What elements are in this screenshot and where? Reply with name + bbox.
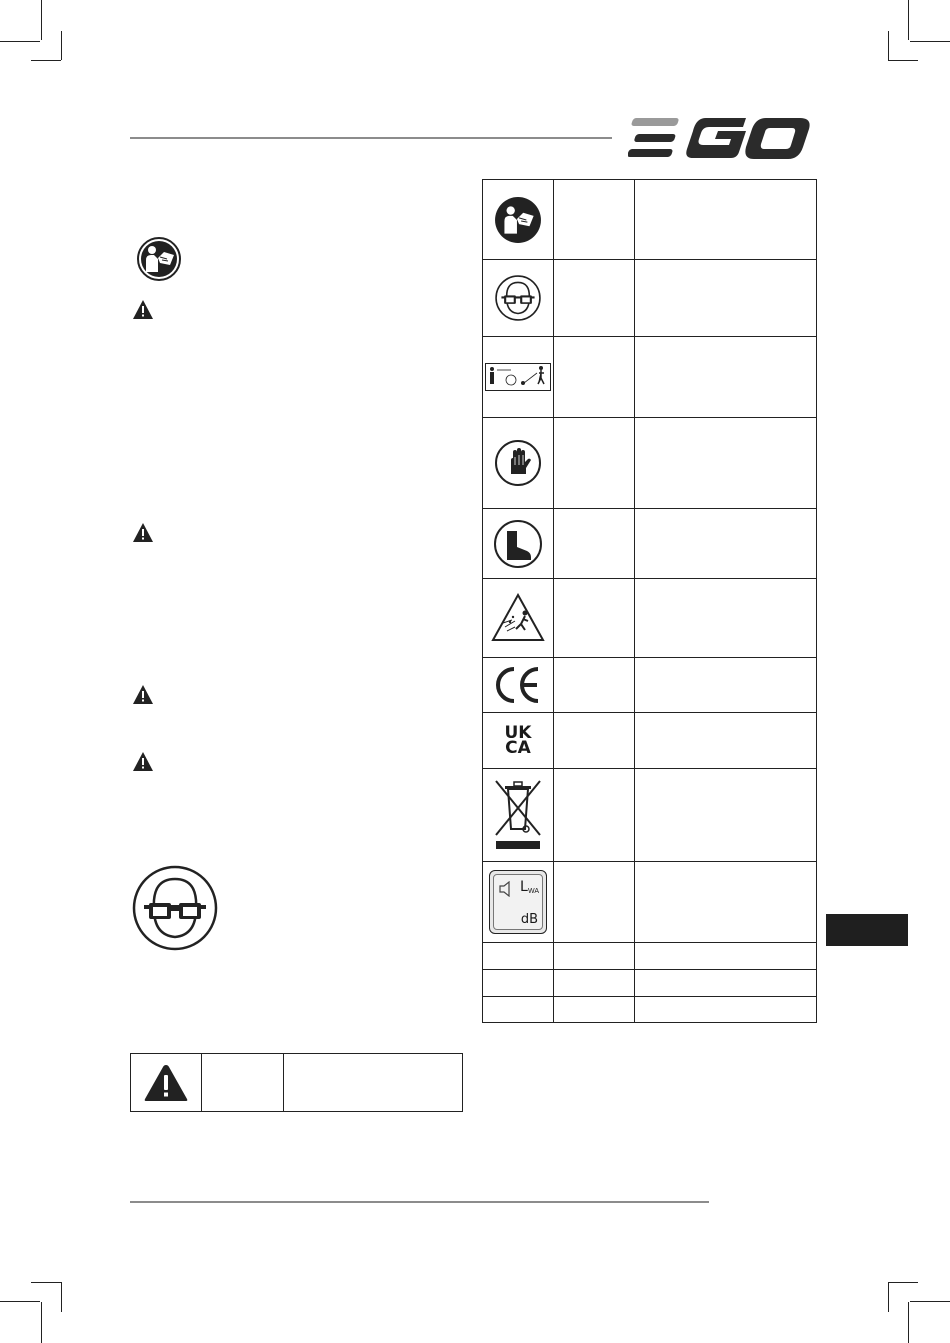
eye-protection-icon: [495, 275, 541, 321]
read-manual-icon: [136, 236, 182, 282]
signal-cell: [554, 943, 635, 970]
meaning-cell: [635, 769, 817, 862]
signal-cell: [554, 769, 635, 862]
thrown-objects-warning-icon: [491, 593, 545, 643]
language-tab-marker: [826, 914, 908, 946]
table-row: [483, 337, 817, 418]
table-row: [483, 997, 817, 1023]
signal-cell: [554, 713, 635, 769]
meaning-cell: [635, 943, 817, 970]
symbol-cell: [483, 943, 554, 970]
eye-protection-icon: [132, 865, 218, 951]
signal-cell: [554, 579, 635, 658]
table-row: [483, 418, 817, 509]
crop-mark-bottom-left-v2: [61, 1282, 62, 1312]
bystander-distance-icon: [485, 363, 551, 391]
table-row: [483, 579, 817, 658]
table-row: [483, 970, 817, 997]
warning-signal-table: [130, 1053, 463, 1112]
ukca-line-1: UK: [504, 722, 532, 743]
crop-mark-top-left-h: [0, 41, 40, 42]
symbol-cell: [483, 337, 554, 418]
gloves-icon: [494, 439, 542, 487]
crop-mark-bottom-left-h2: [31, 1282, 61, 1283]
crop-mark-top-left-v: [41, 0, 42, 40]
crop-mark-bottom-left-h: [0, 1301, 40, 1302]
meaning-cell: [635, 180, 817, 260]
crop-mark-top-left-v2: [61, 31, 62, 60]
meaning-cell: [635, 658, 817, 713]
signal-cell: [554, 418, 635, 509]
warning-triangle-icon: [132, 751, 154, 773]
crop-mark-bottom-right-v: [908, 1302, 909, 1343]
symbol-cell: [483, 658, 554, 713]
table-row: [483, 769, 817, 862]
symbol-cell: [483, 180, 554, 260]
safety-boots-icon: [493, 519, 543, 569]
symbol-cell: [483, 713, 554, 769]
crop-mark-bottom-right-h: [910, 1301, 950, 1302]
ego-logo: [628, 116, 814, 160]
meaning-cell: [635, 337, 817, 418]
symbol-cell: [483, 970, 554, 997]
warning-box-icon-cell: [131, 1054, 202, 1112]
crop-mark-top-right-v2: [888, 31, 889, 60]
ukca-line-2: CA: [505, 737, 531, 758]
crop-mark-bottom-right-h2: [888, 1282, 918, 1283]
table-row: [483, 713, 817, 769]
symbol-cell: [483, 418, 554, 509]
lwa-subscript: WA: [528, 888, 540, 895]
signal-cell: [554, 509, 635, 579]
signal-cell: [554, 970, 635, 997]
meaning-cell: [635, 418, 817, 509]
meaning-cell: [635, 579, 817, 658]
warning-triangle-icon: [132, 522, 154, 544]
ce-mark-icon: [492, 665, 544, 705]
table-row: [483, 943, 817, 970]
meaning-cell: [635, 970, 817, 997]
symbol-cell: [483, 260, 554, 337]
meaning-cell: [635, 509, 817, 579]
table-row: [483, 862, 817, 943]
meaning-cell: [635, 862, 817, 943]
meaning-cell: [635, 260, 817, 337]
warning-triangle-icon: [132, 299, 154, 321]
signal-cell: [554, 862, 635, 943]
symbol-cell: [483, 997, 554, 1023]
lwa-label: L: [520, 879, 528, 895]
speaker-icon: [498, 881, 514, 897]
table-row: [483, 509, 817, 579]
warning-box-meaning-cell: [284, 1054, 463, 1112]
symbol-cell: [483, 769, 554, 862]
signal-cell: [554, 180, 635, 260]
read-manual-icon: [494, 196, 542, 244]
symbol-cell: [483, 862, 554, 943]
meaning-cell: [635, 997, 817, 1023]
footer-rule: [130, 1201, 709, 1203]
header-rule: [130, 137, 612, 139]
meaning-cell: [635, 713, 817, 769]
symbol-cell: [483, 509, 554, 579]
signal-cell: [554, 260, 635, 337]
warning-box-signal-cell: [202, 1054, 284, 1112]
weee-bin-icon: [492, 777, 544, 853]
signal-cell: [554, 337, 635, 418]
crop-mark-bottom-left-v: [41, 1302, 42, 1343]
sound-power-level-icon: [489, 870, 547, 934]
table-row: [483, 658, 817, 713]
table-row: [483, 180, 817, 260]
signal-cell: [554, 658, 635, 713]
ukca-mark-icon: [483, 722, 553, 758]
db-label: dB: [520, 912, 538, 927]
crop-mark-top-right-h2: [888, 60, 918, 61]
crop-mark-top-right-v: [908, 0, 909, 40]
crop-mark-top-left-h2: [31, 60, 61, 61]
crop-mark-top-right-h: [910, 41, 950, 42]
table-row: [483, 260, 817, 337]
symbol-cell: [483, 579, 554, 658]
warning-triangle-icon: [132, 684, 154, 706]
crop-mark-bottom-right-v2: [888, 1282, 889, 1312]
signal-cell: [554, 997, 635, 1023]
symbols-table: [482, 179, 817, 1023]
warning-triangle-icon: [143, 1063, 189, 1103]
